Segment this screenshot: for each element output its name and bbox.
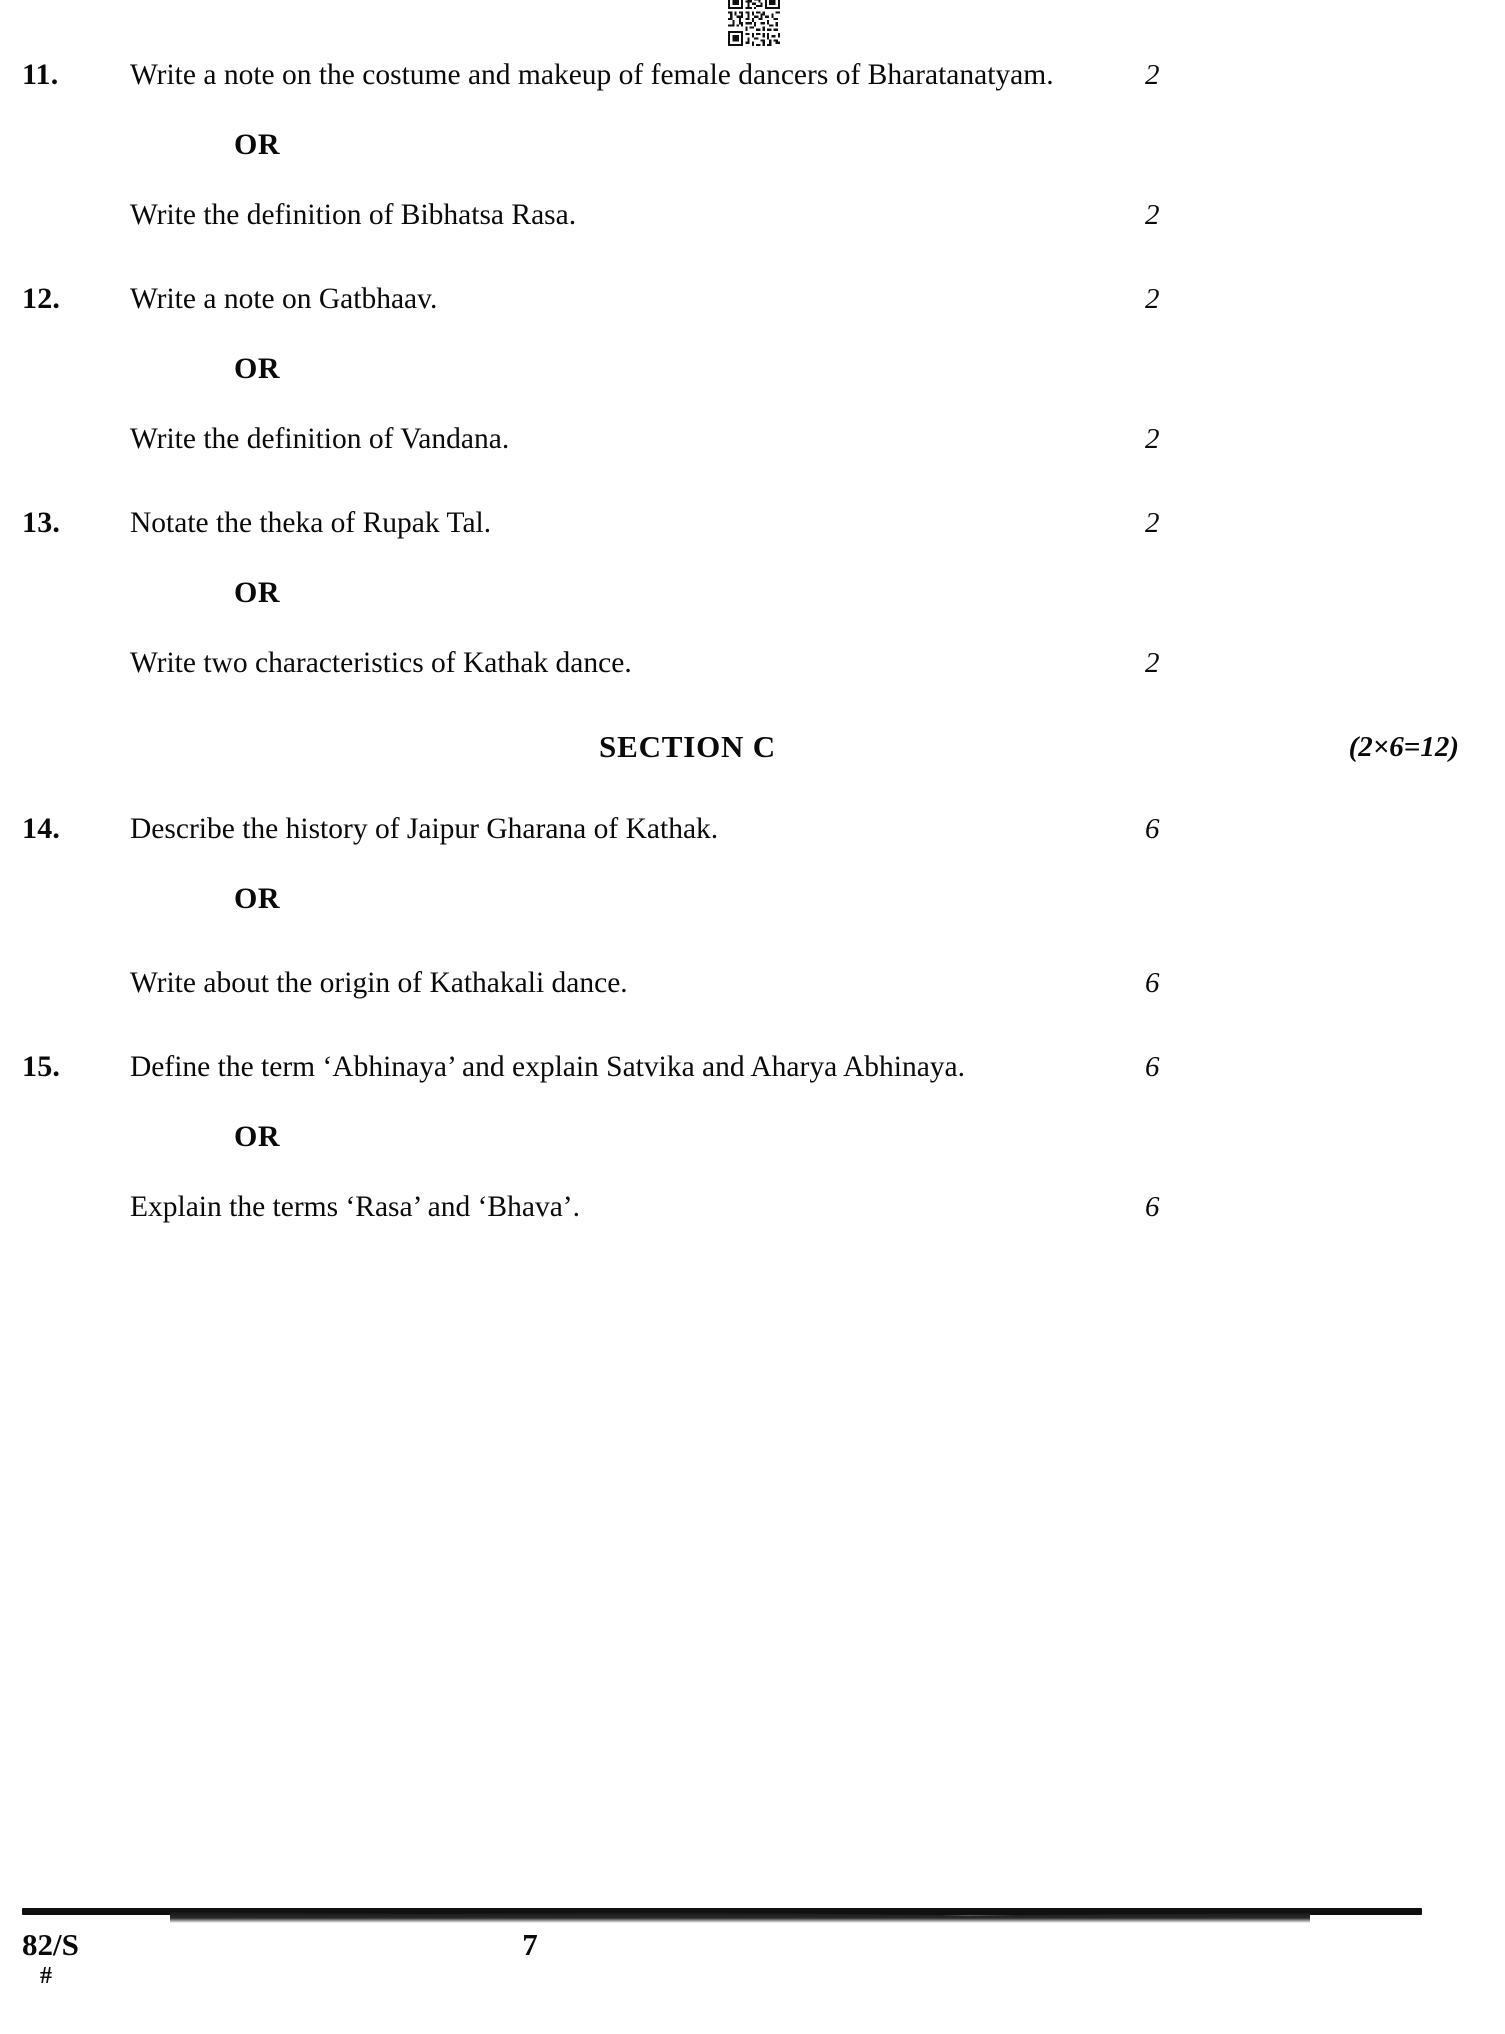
question-number: 15. bbox=[22, 1050, 61, 1083]
question-number: 13. bbox=[22, 506, 61, 539]
or-separator bbox=[0, 1110, 1505, 1164]
page-footer bbox=[0, 1908, 1505, 2034]
question-item bbox=[0, 802, 1505, 856]
alternative-question-marks: 2 bbox=[1145, 423, 1160, 455]
alternative-question-text: Write about the origin of Kathakali dance. bbox=[130, 967, 628, 999]
question-item bbox=[0, 48, 1505, 102]
alternative-question-marks: 2 bbox=[1145, 199, 1160, 231]
alternative-question-marks: 2 bbox=[1145, 647, 1160, 679]
or-label: OR bbox=[234, 882, 280, 915]
or-label: OR bbox=[234, 128, 280, 161]
alternative-question-item bbox=[0, 188, 1505, 242]
question-marks: 2 bbox=[1145, 59, 1160, 91]
question-number: 12. bbox=[22, 282, 61, 315]
page-number: 7 bbox=[522, 1927, 538, 1962]
section-title: SECTION C bbox=[599, 729, 776, 764]
section-header bbox=[0, 720, 1505, 786]
question-marks: 6 bbox=[1145, 1051, 1160, 1083]
question-text: Describe the history of Jaipur Gharana of Kathak. bbox=[130, 813, 719, 845]
or-separator bbox=[0, 566, 1505, 620]
or-label: OR bbox=[234, 576, 280, 609]
question-text: Write a note on Gatbhaav. bbox=[130, 283, 438, 315]
section-marks: (2×6=12) bbox=[1348, 731, 1459, 763]
question-text: Notate the theka of Rupak Tal. bbox=[130, 507, 492, 539]
paper-code: 82/S bbox=[22, 1927, 79, 1962]
or-separator bbox=[0, 872, 1505, 926]
question-item bbox=[0, 496, 1505, 550]
question-marks: 6 bbox=[1145, 813, 1160, 845]
alternative-question-text: Write two characteristics of Kathak dance. bbox=[130, 647, 632, 679]
alternative-question-marks: 6 bbox=[1145, 1191, 1160, 1223]
question-item bbox=[0, 272, 1505, 326]
alternative-question-text: Write the definition of Vandana. bbox=[130, 423, 510, 455]
alternative-question-text: Explain the terms ‘Rasa’ and ‘Bhava’. bbox=[130, 1191, 580, 1223]
question-list bbox=[0, 48, 1505, 1234]
alternative-question-item bbox=[0, 956, 1505, 1010]
question-number: 14. bbox=[22, 812, 61, 845]
alternative-question-text: Write the definition of Bibhatsa Rasa. bbox=[130, 199, 577, 231]
alternative-question-marks: 6 bbox=[1145, 967, 1160, 999]
question-text: Write a note on the costume and makeup of female dancers of Bharatanatyam. bbox=[130, 59, 1054, 91]
alternative-question-item bbox=[0, 636, 1505, 690]
hash-mark: # bbox=[40, 1963, 52, 1989]
alternative-question-item bbox=[0, 1180, 1505, 1234]
qr-code-icon bbox=[718, 0, 790, 46]
or-label: OR bbox=[234, 1120, 280, 1153]
alternative-question-item bbox=[0, 412, 1505, 466]
question-text: Define the term ‘Abhinaya’ and explain Satvika and Aharya Abhinaya. bbox=[130, 1051, 966, 1083]
question-number: 11. bbox=[22, 58, 59, 91]
question-marks: 2 bbox=[1145, 283, 1160, 315]
question-marks: 2 bbox=[1145, 507, 1160, 539]
or-separator bbox=[0, 118, 1505, 172]
or-separator bbox=[0, 342, 1505, 396]
or-label: OR bbox=[234, 352, 280, 385]
question-item bbox=[0, 1040, 1505, 1094]
